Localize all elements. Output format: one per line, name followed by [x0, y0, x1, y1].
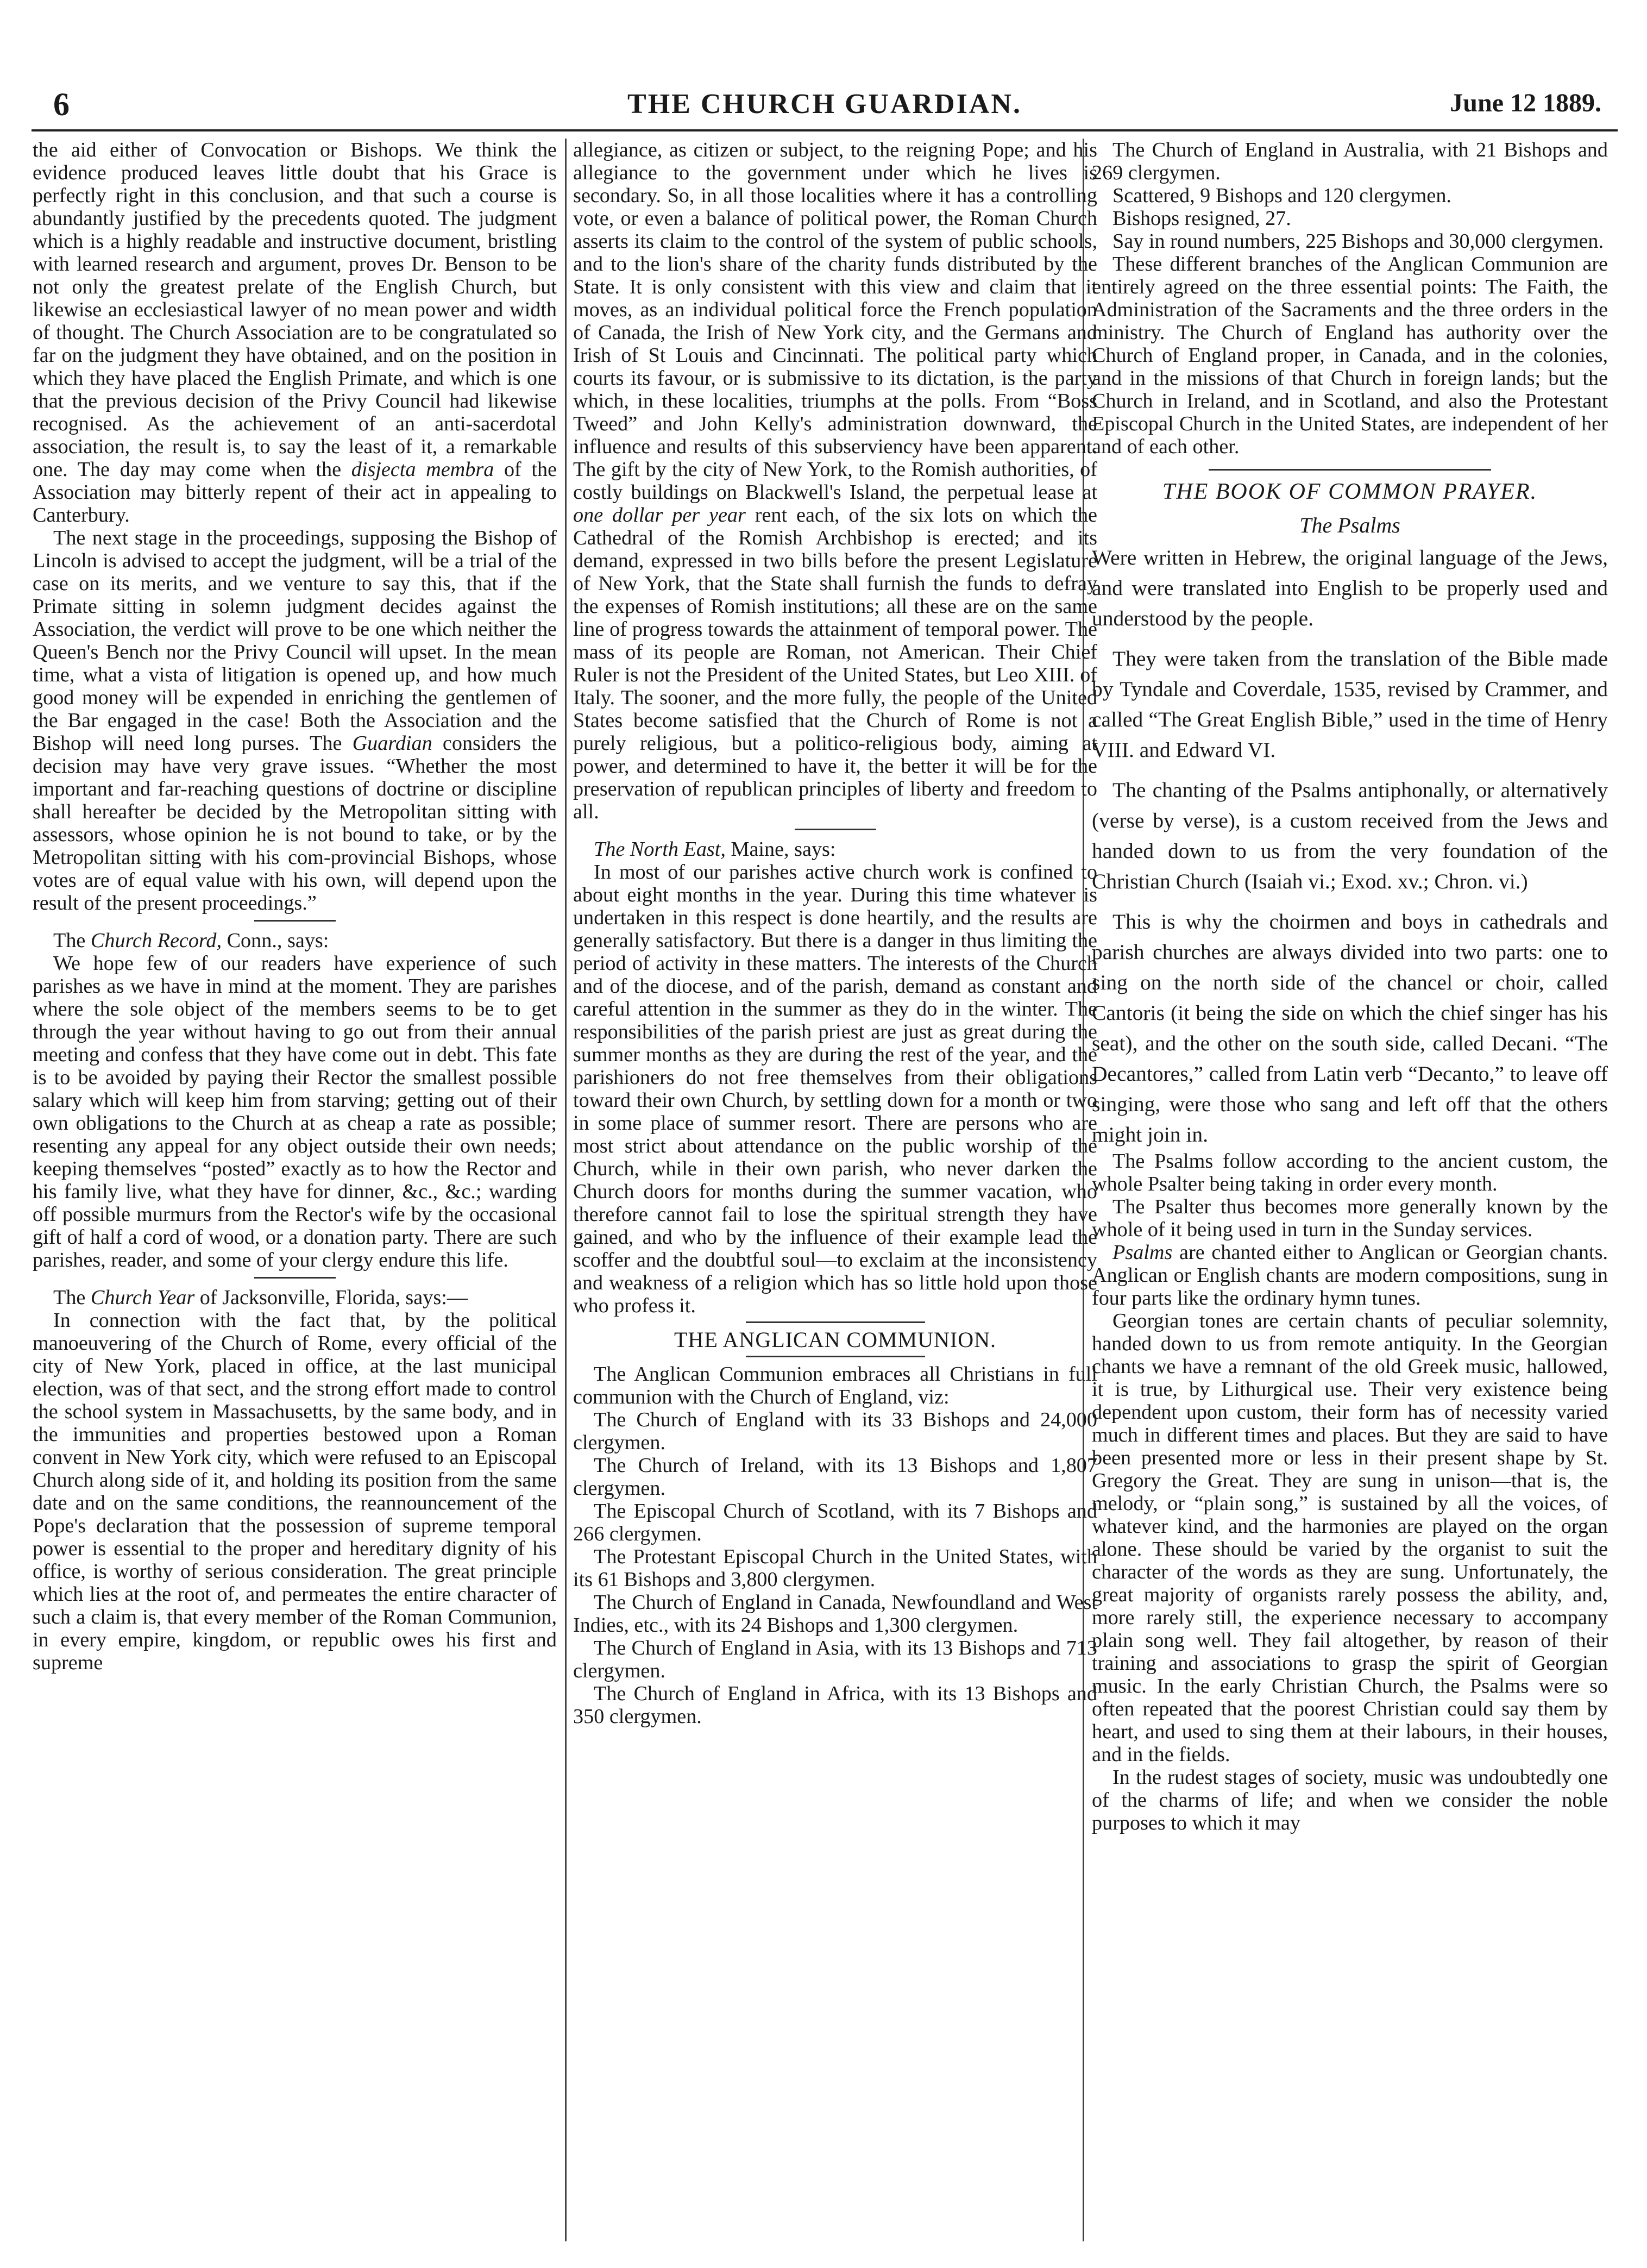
subsection-heading: The Psalms [1299, 513, 1400, 537]
section-heading: THE ANGLICAN COMMUNION. [674, 1327, 996, 1352]
wide-spaced-block [1092, 542, 1608, 1150]
page-header [32, 82, 1618, 125]
article-paragraph: In most of our parishes active church work is confined to about eight months in the year. During this time whatever is undertaken in this respect is done heartily, and the results are generally satisfactory. But there is a danger in thus limiting the period of activity in these matters. The interests of the Church and of the diocese, and of the parish, demand as constant and careful attention in the summer as they do in the winter. The responsibilities of the parish priest are just as great during the summer months as they are during the rest of the year, and the parishioners do not free themselves from their obligations toward their own Church, by settling down for a month or two in some place of summer resort. There are persons who are most strict about attendance on the public worship of the Church, while in their own parish, who never darken the Church doors for months during the summer vacation, who therefore cannot fail to lose the spiritual strength they have gained, and who by the influence of their example lead the scoffer and the doubtful soul—to exclaim at the inconsistency and weakness of a religion which has so little hold upon those who profess it. [573, 861, 1097, 1317]
article-paragraph: Were written in Hebrew, the original language of the Jews, and were translated into English to be properly used and understood by the people. [1092, 546, 1608, 630]
separator-rule [795, 829, 876, 830]
list-item: The Church of England in Australia, with 21 Bishops and 269 clergymen. [1092, 139, 1608, 184]
source-attribution: The North East, Maine, says: [594, 838, 836, 861]
separator-rule [254, 920, 336, 922]
article-paragraph: The Psalms follow according to the ancient custom, the whole Psalter being taking in order every month. [1092, 1150, 1608, 1195]
article-paragraph: the aid either of Convocation or Bishops. We think the evidence produced leaves little doubt that his Grace is perfectly right in this conclusion, and that such a course is abundantly justified by the precedents quoted. The judgment which is a highly readable and instructive document, bristling with learned research and argument, proves Dr. Benson to be not only the greatest prelate of the English Church, but likewise an ecclesiastical lawyer of no mean power and width of thought. The Church Association are to be congratulated so far on the judgment they have obtained, and on the position in which they have placed the English Primate, and which is one that the previous decision of the Privy Council had likewise recognised. As the achievement of an anti-sacerdotal association, the result is, to say the least of it, a remarkable one. The day may come when the disjecta membra of the Association may bitterly repent of their act in appealing to Canterbury. [33, 139, 557, 527]
masthead-title: THE CHURCH GUARDIAN. [627, 89, 1022, 120]
separator-rule [1209, 469, 1491, 471]
article-paragraph: The Anglican Communion embraces all Christians in full communion with the Church of England, viz: [573, 1363, 1097, 1408]
source-attribution: The Church Record, Conn., says: [53, 929, 329, 952]
column-divider [565, 139, 567, 2241]
list-item: The Church of England in Asia, with its 13 Bishops and 713 clergymen. [573, 1637, 1097, 1682]
column-2 [573, 139, 1097, 2241]
list-item: Bishops resigned, 27. [1112, 207, 1291, 230]
list-item: The Protestant Episcopal Church in the United States, with its 61 Bishops and 3,800 clergymen. [573, 1545, 1097, 1591]
article-paragraph: The next stage in the proceedings, supposing the Bishop of Lincoln is advised to accept the judgment, will be a trial of the case on its merits, and we venture to say this, that if the Primate sitting in solemn judgment decides against the Association, the verdict will prove to be one which neither the Queen's Bench nor the Privy Council will upset. In the mean time, what a vista of litigation is opened up, and how much good money will be expended in enriching the gentlemen of the Bar engaged in the case! Both the Association and the Bishop will need long purses. The Guardian considers the decision may have very grave issues. “Whether the most important and far-reaching questions of doctrine or discipline shall hereafter be decided by the Metropolitan sitting with assessors, whose opinion he is not bound to take, or by the Metropolitan sitting with his com-provincial Bishops, whose votes are of equal value with his own, will depend upon the result of the present proceedings.” [33, 527, 557, 914]
source-attribution: The Church Year of Jacksonville, Florida, says:— [53, 1286, 468, 1309]
column-3 [1092, 139, 1608, 2241]
list-item: The Church of England in Africa, with its 13 Bishops and 350 clergymen. [573, 1682, 1097, 1728]
article-paragraph: Georgian tones are certain chants of peculiar solemnity, handed down to us from remote antiquity. In the Georgian chants we have a remnant of the old Greek music, hallowed, it is true, by Lithurgical use. Their very existence being dependent upon custom, their form has of necessity varied much in different times and places. But they are said to have been presented more or less in their present shape by St. Gregory the Great. They are sung in unison—that is, the melody, or “plain song,” is sustained by all the voices, of whatever kind, and the harmonies are played on the organ alone. These should be varied by the organist to suit the character of the words as they are sung. Unfortunately, the great majority of organists rarely possess the ability, and, more rarely still, the experience necessary to accompany plain song well. They fail altogether, by reason of their training and associations to grasp the spirit of Georgian music. In the early Christian Church, the Psalms were so often repeated that the poorest Christian could say them by heart, and used to sing them at their labours, in their houses, and in the fields. [1092, 1310, 1608, 1766]
article-paragraph: The chanting of the Psalms antiphonally, or alternatively (verse by verse), is a custom received from the Jews and handed down to us from the very foundation of the Christian Church (Isaiah vi.; Exod. xv.; Chron. vi.) [1092, 778, 1608, 893]
list-item: Say in round numbers, 225 Bishops and 30,000 clergymen. [1112, 230, 1604, 253]
page-number: 6 [53, 86, 70, 122]
separator-rule [746, 1321, 925, 1323]
article-paragraph: They were taken from the translation of the Bible made by Tyndale and Coverdale, 1535, revised by Crammer, and called “The Great English Bible,” used in the time of Henry VIII. and Edward VI. [1092, 647, 1608, 762]
header-rule [32, 129, 1618, 131]
list-item: Scattered, 9 Bishops and 120 clergymen. [1112, 184, 1451, 207]
article-paragraph: allegiance, as citizen or subject, to the reigning Pope; and his allegiance to the government under which he lives is secondary. So, in all those localities where it has a controlling vote, or even a balance of political power, the Roman Church asserts its claim to the control of the system of public schools, and to the lion's share of the charity funds distributed by the State. It is only consistent with this view and claim that it moves, as an individual political force the French population of Canada, the Irish of New York city, and the Germans and Irish of St Louis and Cincinnati. The political party which courts its favour, or is submissive to its dictation, is the party which, in these localities, triumphs at the polls. From “Boss Tweed” and John Kelly's administration downward, the influence and results of this subserviency have been apparent. The gift by the city of New York, to the Romish authorities, of costly buildings on Blackwell's Island, the perpetual lease at one dollar per year rent each, of the six lots on which the Cathedral of the Romish Archbishop is erected; and its demand, expressed in two bills before the present Legislature of New York, that the State shall furnish the funds to defray the expenses of Romish institutions; all these are on the same line of progress towards the attainment of temporal power. The mass of its people are Roman, not American. Their Chief Ruler is not the President of the United States, but Leo XIII. of Italy. The sooner, and the more fully, the people of the United States become satisfied that the Church of Rome is not a purely religious, but a politico-religious body, aiming at power, and determined to have it, the better it will be for the preservation of republican principles of liberty and freedom to all. [573, 139, 1097, 823]
issue-date: June 12 1889. [1450, 89, 1601, 117]
article-paragraph: These different branches of the Anglican Communion are entirely agreed on the three essential points: The Faith, the Administration of the Sacraments and the three orders in the ministry. The Church of England has authority over the Church of England proper, in Canada, and in the colonies, and in the missions of that Church in foreign lands; but the Church in Ireland, and in Scotland, and also the Protestant Episcopal Church in the United States, are independent of her and of each other. [1092, 253, 1608, 458]
article-paragraph: This is why the choirmen and boys in cathedrals and parish churches are always divided into two parts: one to sing on the north side of the chancel or choir, called Cantoris (it being the side on which the chief singer has his seat), and the other on the south side, called Decani. “The Decantores,” called from Latin verb “Decanto,” to leave off singing, were those who sang and left off that the others might join in. [1092, 910, 1608, 1146]
article-paragraph: In the rudest stages of society, music was undoubtedly one of the charms of life; and when we consider the noble purposes to which it may [1092, 1766, 1608, 1834]
section-heading: THE BOOK OF COMMON PRAYER. [1162, 479, 1538, 504]
list-item: The Episcopal Church of Scotland, with its 7 Bishops and 266 clergymen. [573, 1500, 1097, 1545]
list-item: The Church of England with its 33 Bishops and 24,000 clergymen. [573, 1408, 1097, 1454]
list-item: The Church of England in Canada, Newfoundland and West Indies, etc., with its 24 Bishops and 1,300 clergymen. [573, 1591, 1097, 1637]
article-paragraph: Psalms are chanted either to Anglican or Georgian chants. Anglican or English chants are modern compositions, sung in four parts like the ordinary hymn tunes. [1092, 1241, 1608, 1310]
list-item: The Church of Ireland, with its 13 Bishops and 1,807 clergymen. [573, 1454, 1097, 1500]
article-paragraph: The Psalter thus becomes more generally known by the whole of it being used in turn in the Sunday services. [1092, 1195, 1608, 1241]
separator-rule [746, 1356, 925, 1357]
article-paragraph: We hope few of our readers have experience of such parishes as we have in mind at the moment. They are parishes where the sole object of the members seems to be to get through the year without having to go out from their annual meeting and confess that they have come out in debt. This fate is to be avoided by paying their Rector the smallest possible salary which will keep him from starving; getting out of their own obligations to the Church at as cheap a rate as possible; resenting any appeal for any object outside their own needs; keeping themselves “posted” exactly as to how the Rector and his family live, what they have for dinner, &c., &c.; warding off possible murmurs from the Rector's wife by the occasional gift of half a cord of wood, or a donation party. There are such parishes, reader, and some of your clergy endure this life. [33, 952, 557, 1271]
separator-rule [254, 1277, 336, 1279]
column-1 [33, 139, 557, 2241]
article-paragraph: In connection with the fact that, by the political manoeuvering of the Church of Rome, every official of the city of New York, placed in office, at the last municipal election, was of that sect, and the strong effort made to control the school system in Massachusetts, by the same body, and in the immunities and properties bestowed upon a Roman convent in New York city, which were refused to an Episcopal Church along side of it, and holding its position from the same date and on the same conditions, the reannouncement of the Pope's declaration that the possession of supreme temporal power is essential to the proper and hereditary dignity of his office, is worthy of serious consideration. The great principle which lies at the root of, and permeates the entire character of such a claim is, that every member of the Roman Communion, in every empire, kingdom, or republic owes his first and supreme [33, 1309, 557, 1674]
